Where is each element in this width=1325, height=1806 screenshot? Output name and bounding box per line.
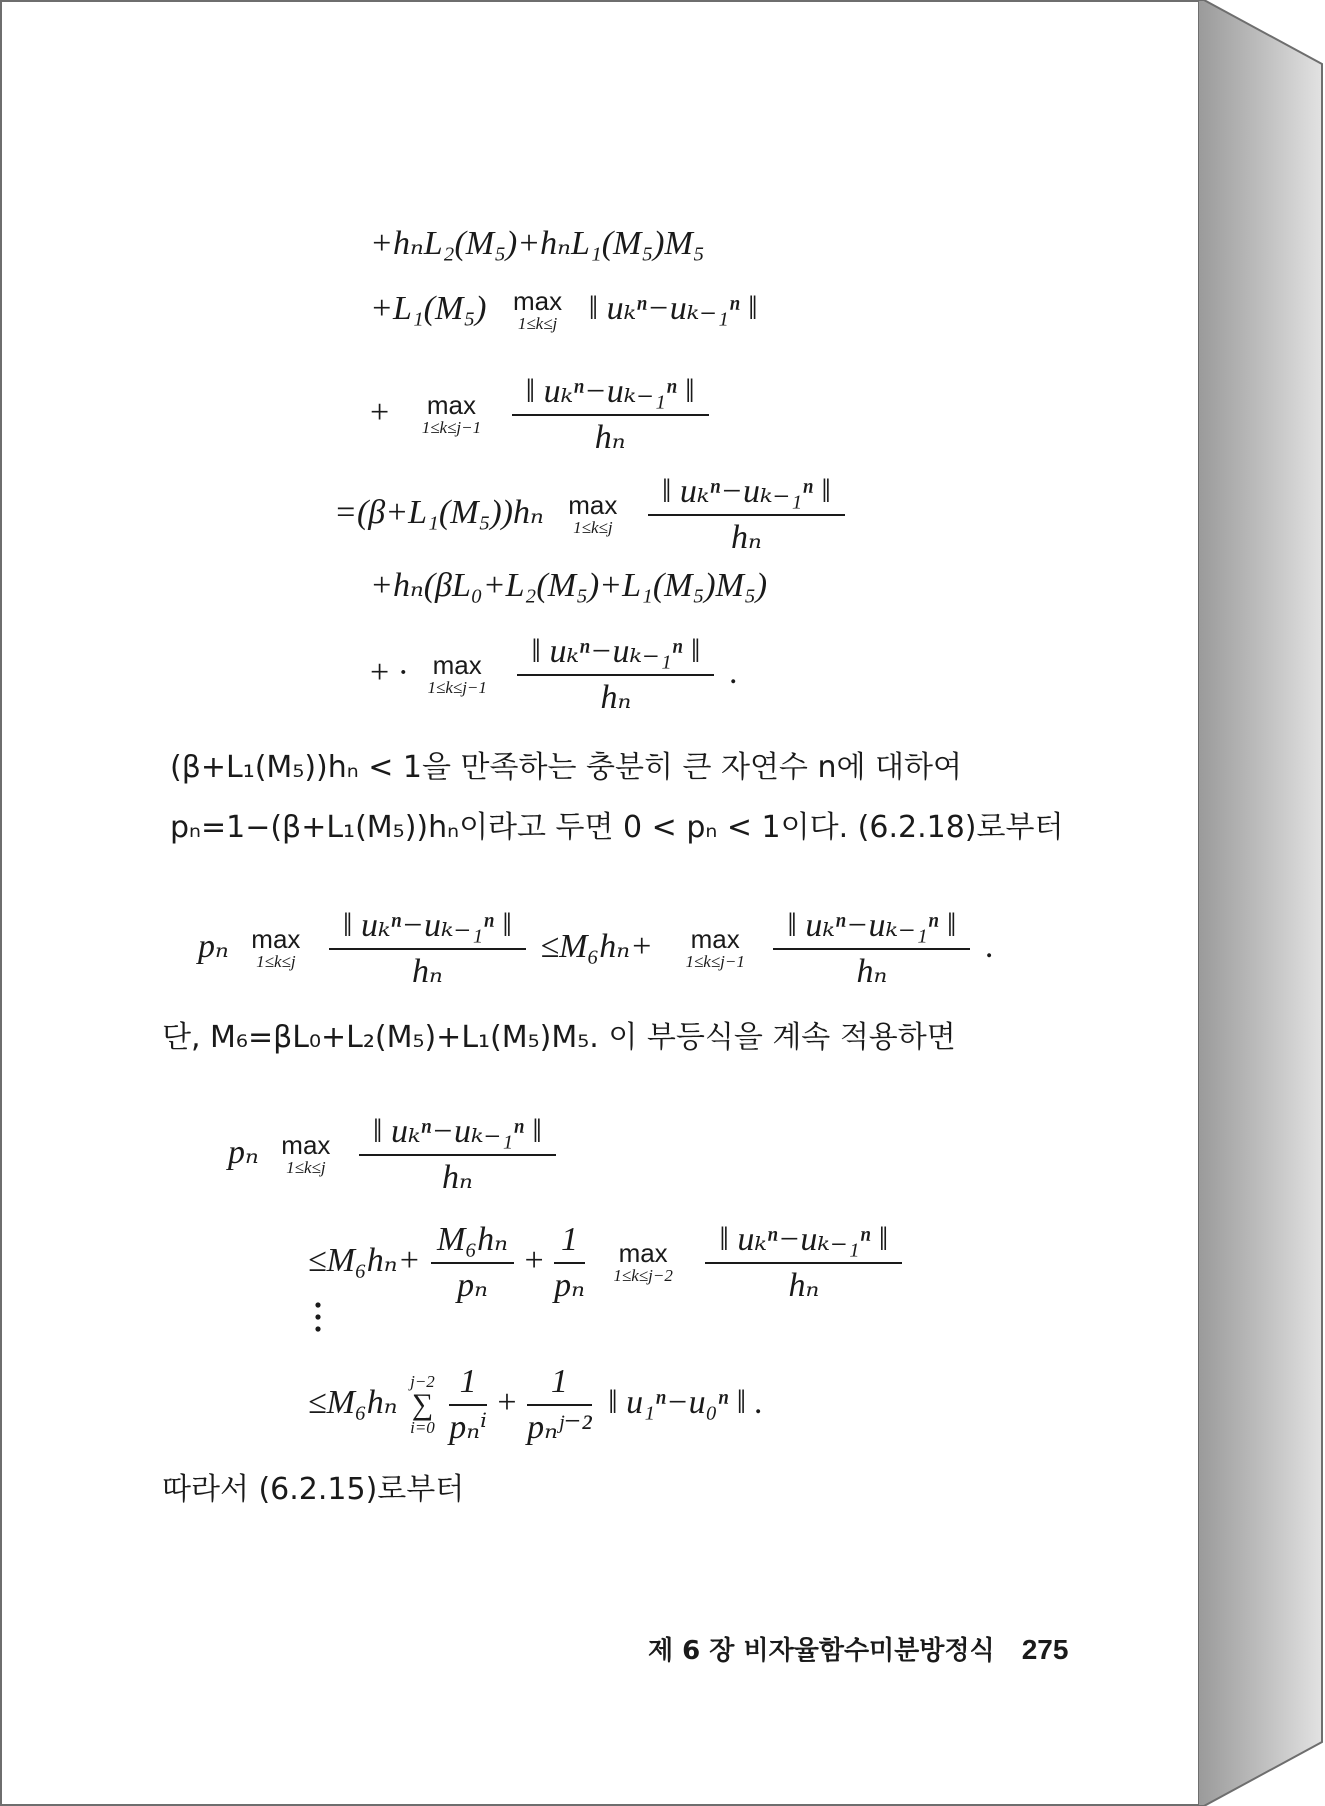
sum-lower-limit: i=0 — [410, 1418, 435, 1437]
fraction-numerator: 1 — [527, 1362, 592, 1406]
fraction-denominator: pₙʲ⁻² — [527, 1409, 592, 1446]
plus-sign: + — [524, 1241, 544, 1279]
max-range: 1≤k≤j — [256, 952, 296, 971]
vertical-ellipsis — [312, 1300, 324, 1334]
fraction-numerator: ‖ uₖⁿ−uₖ₋₁ⁿ ‖ — [359, 1112, 556, 1156]
equation-line-8 — [228, 1112, 562, 1198]
fraction — [554, 1220, 585, 1306]
equation-line-9 — [308, 1220, 908, 1306]
eq4-prefix: =(β+L₁(M₅))hₙ — [334, 493, 544, 531]
fraction-numerator: ‖ uₖⁿ−uₖ₋₁ⁿ ‖ — [517, 632, 714, 676]
fraction-denominator: hₙ — [600, 679, 632, 716]
sum-upper-limit: j−2 — [410, 1372, 435, 1391]
page-number: 275 — [1021, 1634, 1069, 1665]
equation-line-1: +hₙL₂(M₅)+hₙL₁(M₅)M₅ — [370, 225, 705, 262]
period: . — [984, 927, 994, 965]
max-operator — [513, 288, 562, 334]
fraction-numerator: ‖ uₖⁿ−uₖ₋₁ⁿ ‖ — [329, 906, 526, 950]
plus-sign: + — [497, 1383, 517, 1421]
fraction-denominator: pₙ — [554, 1267, 585, 1304]
fraction — [517, 632, 714, 718]
fraction-denominator: hₙ — [731, 519, 762, 556]
fraction-numerator: 1 — [449, 1362, 487, 1406]
plus-sign: + · — [370, 653, 409, 691]
page-footer — [648, 1630, 1068, 1667]
sum-operator — [410, 1373, 435, 1437]
eq9-prefix: ≤M₆hₙ+ — [308, 1241, 421, 1279]
equation-line-4 — [334, 472, 851, 558]
max-range: 1≤k≤j — [517, 314, 558, 333]
text-line-3: 단, M₆=βL₀+L₂(M₅)+L₁(M₅)M₅. 이 부등식을 계속 적용하면 — [162, 1020, 956, 1055]
fraction-numerator: ‖ uₖⁿ−uₖ₋₁ⁿ ‖ — [773, 906, 970, 950]
fraction-denominator: hₙ — [594, 419, 626, 456]
fraction — [359, 1112, 556, 1198]
max-range: 1≤k≤j−1 — [685, 952, 745, 971]
eq7-prefix: pₙ — [198, 927, 229, 965]
equation-line-3 — [370, 372, 715, 458]
period: . — [728, 653, 738, 691]
equation-line-10 — [308, 1362, 763, 1448]
equation-line-6 — [370, 632, 737, 718]
fraction — [648, 472, 845, 558]
max-range: 1≤k≤j−1 — [421, 418, 482, 437]
plus-sign: + — [370, 393, 390, 431]
eq2-prefix: +L₁(M₅) — [370, 289, 487, 327]
sigma-icon: ∑ — [411, 1388, 434, 1421]
max-range: 1≤k≤j−1 — [427, 678, 487, 697]
max-operator — [613, 1240, 672, 1286]
max-operator — [428, 652, 487, 698]
max-range: 1≤k≤j — [573, 518, 613, 537]
max-range: 1≤k≤j — [286, 1158, 326, 1177]
max-word: max — [251, 924, 301, 954]
fraction — [329, 906, 526, 992]
max-operator — [568, 492, 617, 538]
fraction — [512, 372, 709, 458]
max-word: max — [618, 1238, 668, 1268]
chapter-title: 제 6 장 비자율함수미분방정식 — [648, 1636, 995, 1666]
max-word: max — [512, 286, 563, 316]
max-word: max — [432, 650, 482, 680]
eq7-middle: ≤M₆hₙ+ — [540, 927, 653, 965]
max-word: max — [281, 1130, 331, 1160]
fraction — [705, 1220, 902, 1306]
equation-line-7 — [198, 906, 993, 992]
fraction-denominator: hₙ — [412, 953, 443, 990]
book-side-edge — [1198, 0, 1325, 1806]
max-word: max — [426, 390, 476, 420]
eq10-prefix: ≤M₆hₙ — [308, 1383, 398, 1421]
max-operator — [281, 1132, 330, 1178]
fraction — [527, 1362, 592, 1448]
fraction-numerator: ‖ uₖⁿ−uₖ₋₁ⁿ ‖ — [512, 372, 709, 416]
max-operator — [422, 392, 481, 438]
max-operator — [251, 926, 300, 972]
fraction-numerator: ‖ uₖⁿ−uₖ₋₁ⁿ ‖ — [648, 472, 845, 516]
text-line-4: 따라서 (6.2.15)로부터 — [162, 1472, 465, 1507]
equation-line-5: +hₙ(βL₀+L₂(M₅)+L₁(M₅)M₅) — [370, 567, 768, 604]
eq10-norm: ‖ u₁ⁿ−u₀ⁿ ‖ . — [608, 1383, 764, 1421]
fraction-numerator: M₆hₙ — [431, 1220, 514, 1264]
fraction-denominator: pₙⁱ — [449, 1409, 487, 1446]
fraction — [431, 1220, 514, 1306]
max-range: 1≤k≤j−2 — [613, 1266, 673, 1285]
eq2-norm: ‖ uₖⁿ−uₖ₋₁ⁿ ‖ — [588, 289, 758, 327]
eq8-prefix: pₙ — [228, 1133, 259, 1171]
fraction-denominator: pₙ — [457, 1267, 488, 1304]
fraction — [773, 906, 970, 992]
text-line-2: pₙ=1−(β+L₁(M₅))hₙ이라고 두면 0 < pₙ < 1이다. (6.2.18)로부터 — [170, 810, 1064, 845]
fraction-denominator: hₙ — [788, 1267, 820, 1304]
fraction-denominator: hₙ — [856, 953, 888, 990]
text-line-1: (β+L₁(M₅))hₙ < 1을 만족하는 충분히 큰 자연수 n에 대하여 — [170, 750, 962, 785]
fraction-numerator: ‖ uₖⁿ−uₖ₋₁ⁿ ‖ — [705, 1220, 902, 1264]
max-operator — [685, 926, 744, 972]
fraction — [449, 1362, 487, 1448]
max-word: max — [690, 924, 740, 954]
max-word: max — [568, 490, 618, 520]
equation-line-2 — [370, 288, 758, 334]
fraction-denominator: hₙ — [442, 1159, 473, 1196]
fraction-numerator: 1 — [554, 1220, 585, 1264]
